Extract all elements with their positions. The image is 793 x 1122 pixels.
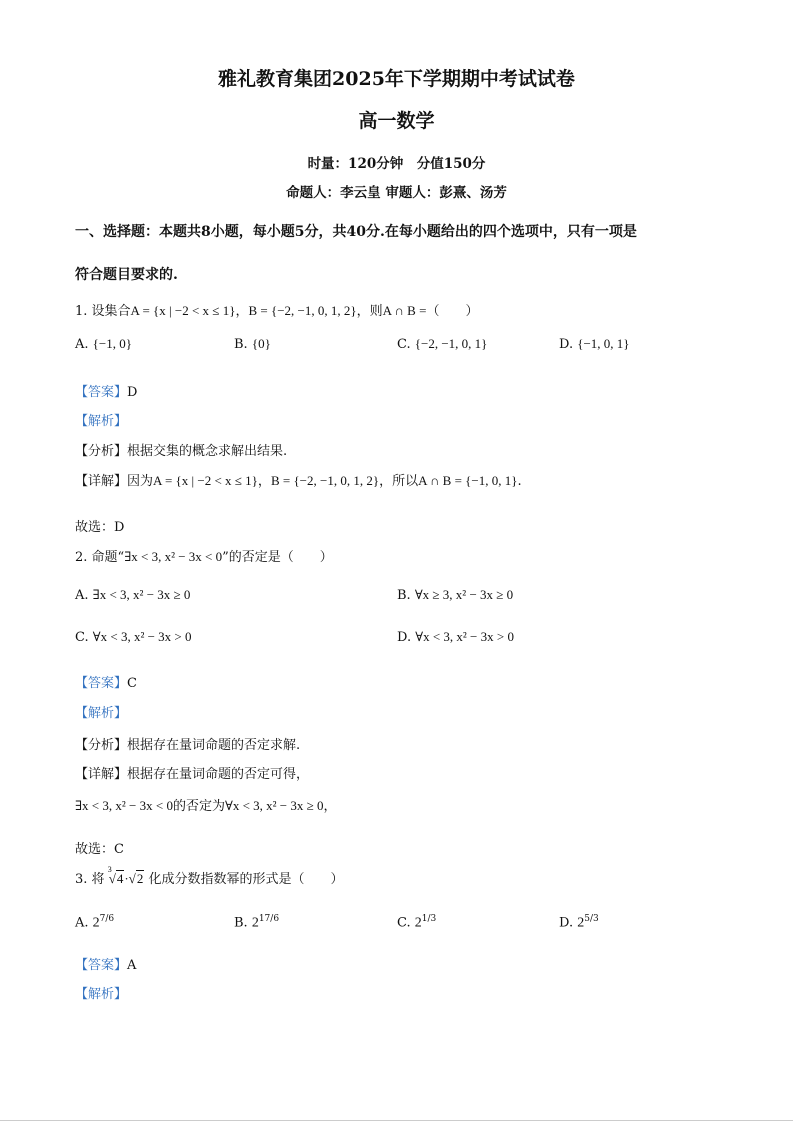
option-value: {0} <box>251 336 271 351</box>
q1-stem <box>75 300 478 319</box>
power-exponent: 5/3 <box>584 914 599 924</box>
q2-option-d <box>397 629 514 645</box>
q3-stem <box>75 865 344 887</box>
option-label: D. <box>397 630 412 645</box>
q2-answer <box>75 672 137 691</box>
option-label: A. <box>75 337 89 352</box>
option-value: {−1, 0} <box>92 336 132 351</box>
detail-sep: ， <box>257 474 271 489</box>
option-value: ∀x ≥ 3, x² − 3x ≥ 0 <box>414 587 514 602</box>
q2-detail <box>75 763 309 782</box>
detail-pre: 因为 <box>127 474 154 489</box>
fenxi-text: 根据存在量词命题的否定求解. <box>127 738 301 753</box>
detail-set-a: A = {x | −2 < x ≤ 1} <box>153 473 258 488</box>
detail-math1: ∃x < 3, x² − 3x < 0 <box>75 798 173 813</box>
answer-tag: 【答案】 <box>75 385 128 400</box>
answer-value: A <box>127 958 137 973</box>
q3-option-b <box>234 914 279 931</box>
q3-answer <box>75 954 136 973</box>
q3-option-c <box>397 914 436 931</box>
multiply-dot: · <box>124 871 129 886</box>
page-bottom-divider <box>0 1120 793 1121</box>
detail-mid: 的否定为 <box>172 799 225 814</box>
power-base: 2 <box>577 915 585 931</box>
option-value: {−1, 0, 1} <box>577 336 630 351</box>
power-base: 2 <box>414 915 422 931</box>
time-score-line: 时量：120分钟 分值150分 <box>307 156 486 172</box>
q1-detail <box>75 470 522 489</box>
section-heading-line1: 一、选择题：本题共8小题，每小题5分，共40分.在每小题给出的四个选项中，只有一项是 <box>75 224 637 240</box>
q1-paren: （ ） <box>426 304 479 319</box>
detail-mid: ，所以 <box>379 474 419 489</box>
q2-conclusion: 故选：C <box>75 842 124 857</box>
power-base: 2 <box>251 915 259 931</box>
detail-end: . <box>517 474 522 489</box>
exam-title: 雅礼教育集团2025年下学期期中考试试卷 <box>218 68 575 90</box>
q1-comma: ， <box>235 304 249 319</box>
q1-set-a: A = {x | −2 < x ≤ 1} <box>130 303 236 318</box>
answer-value: C <box>127 676 137 691</box>
answer-value: D <box>127 385 138 400</box>
answer-tag: 【答案】 <box>75 958 128 973</box>
q1-option-c <box>397 336 487 352</box>
option-value: ∃x < 3, x² − 3x ≥ 0 <box>92 587 191 602</box>
q3-stem-prefix: 3. 将 <box>75 872 105 887</box>
answer-tag: 【答案】 <box>75 676 128 691</box>
q2-fenxi <box>75 734 300 753</box>
q2-option-c <box>75 629 192 645</box>
option-label: B. <box>234 337 248 352</box>
power-base: 2 <box>92 915 100 931</box>
power-exponent: 17/6 <box>258 914 280 924</box>
detail-math2: ∀x < 3, x² − 3x ≥ 0 <box>224 798 324 813</box>
option-value: ∀x < 3, x² − 3x > 0 <box>415 629 514 644</box>
option-label: D. <box>559 337 574 352</box>
cube-root-expression: 3 √4 <box>107 865 124 886</box>
subject-title: 高一数学 <box>358 110 435 132</box>
authors-line: 命题人：李云皇 审题人：彭熹、汤芳 <box>286 185 507 201</box>
option-label: C. <box>397 337 411 352</box>
option-label: A. <box>75 915 89 931</box>
q2-option-a <box>75 587 190 603</box>
q1-conclusion: 故选：D <box>75 520 125 535</box>
q2-stem <box>75 546 333 565</box>
option-label: A. <box>75 588 89 603</box>
option-label: D. <box>559 915 574 931</box>
q1-set-b: B = {−2, −1, 0, 1, 2} <box>248 303 357 318</box>
q1-answer <box>75 381 137 400</box>
radicand-1: 4 <box>116 871 124 886</box>
detail-text: 根据存在量词命题的否定可得， <box>127 767 310 782</box>
radicand-2: 2 <box>136 871 144 886</box>
section-heading-line2: 符合题目要求的. <box>75 267 178 283</box>
square-root-expression: √2 <box>128 871 144 886</box>
q1-option-d <box>559 336 630 352</box>
option-label: C. <box>397 915 411 931</box>
option-label: B. <box>234 915 248 931</box>
detail-tag: 【详解】 <box>75 474 128 489</box>
q2-stem-suffix: ”的否定是（ ） <box>222 550 333 565</box>
option-value: ∀x < 3, x² − 3x > 0 <box>92 629 192 644</box>
radical-index: 3 <box>107 865 112 874</box>
q2-stem-math: ∃x < 3, x² − 3x < 0 <box>124 549 223 564</box>
detail-set-b: B = {−2, −1, 0, 1, 2} <box>270 473 380 488</box>
fenxi-text: 根据交集的概念求解出结果. <box>127 444 288 459</box>
q2-option-b <box>397 587 513 603</box>
q1-stem-prefix: 1. 设集合 <box>75 304 131 319</box>
q1-fenxi <box>75 440 287 459</box>
power-exponent: 7/6 <box>99 914 115 924</box>
q2-detail-math <box>75 795 337 814</box>
fenxi-tag: 【分析】 <box>75 444 128 459</box>
q2-stem-prefix: 2. 命题“ <box>75 550 125 565</box>
fenxi-tag: 【分析】 <box>75 738 128 753</box>
option-label: C. <box>75 630 89 645</box>
q1-then: ，则 <box>356 304 383 319</box>
q1-option-b <box>234 336 271 352</box>
q1-analysis-tag: 【解析】 <box>75 414 128 429</box>
q1-expr: A ∩ B = <box>382 303 427 318</box>
detail-result: A ∩ B = {−1, 0, 1} <box>418 473 518 488</box>
option-label: B. <box>397 588 411 603</box>
power-exponent: 1/3 <box>421 914 437 924</box>
q3-stem-suffix: 化成分数指数幂的形式是（ ） <box>148 872 344 887</box>
q2-analysis-tag: 【解析】 <box>75 706 128 721</box>
option-value: {−2, −1, 0, 1} <box>414 336 488 351</box>
detail-tag: 【详解】 <box>75 767 128 782</box>
q3-option-d <box>559 914 599 931</box>
q3-option-a <box>75 914 114 931</box>
q1-option-a <box>75 336 132 352</box>
detail-end: ， <box>323 799 337 814</box>
q3-analysis-tag: 【解析】 <box>75 987 128 1002</box>
